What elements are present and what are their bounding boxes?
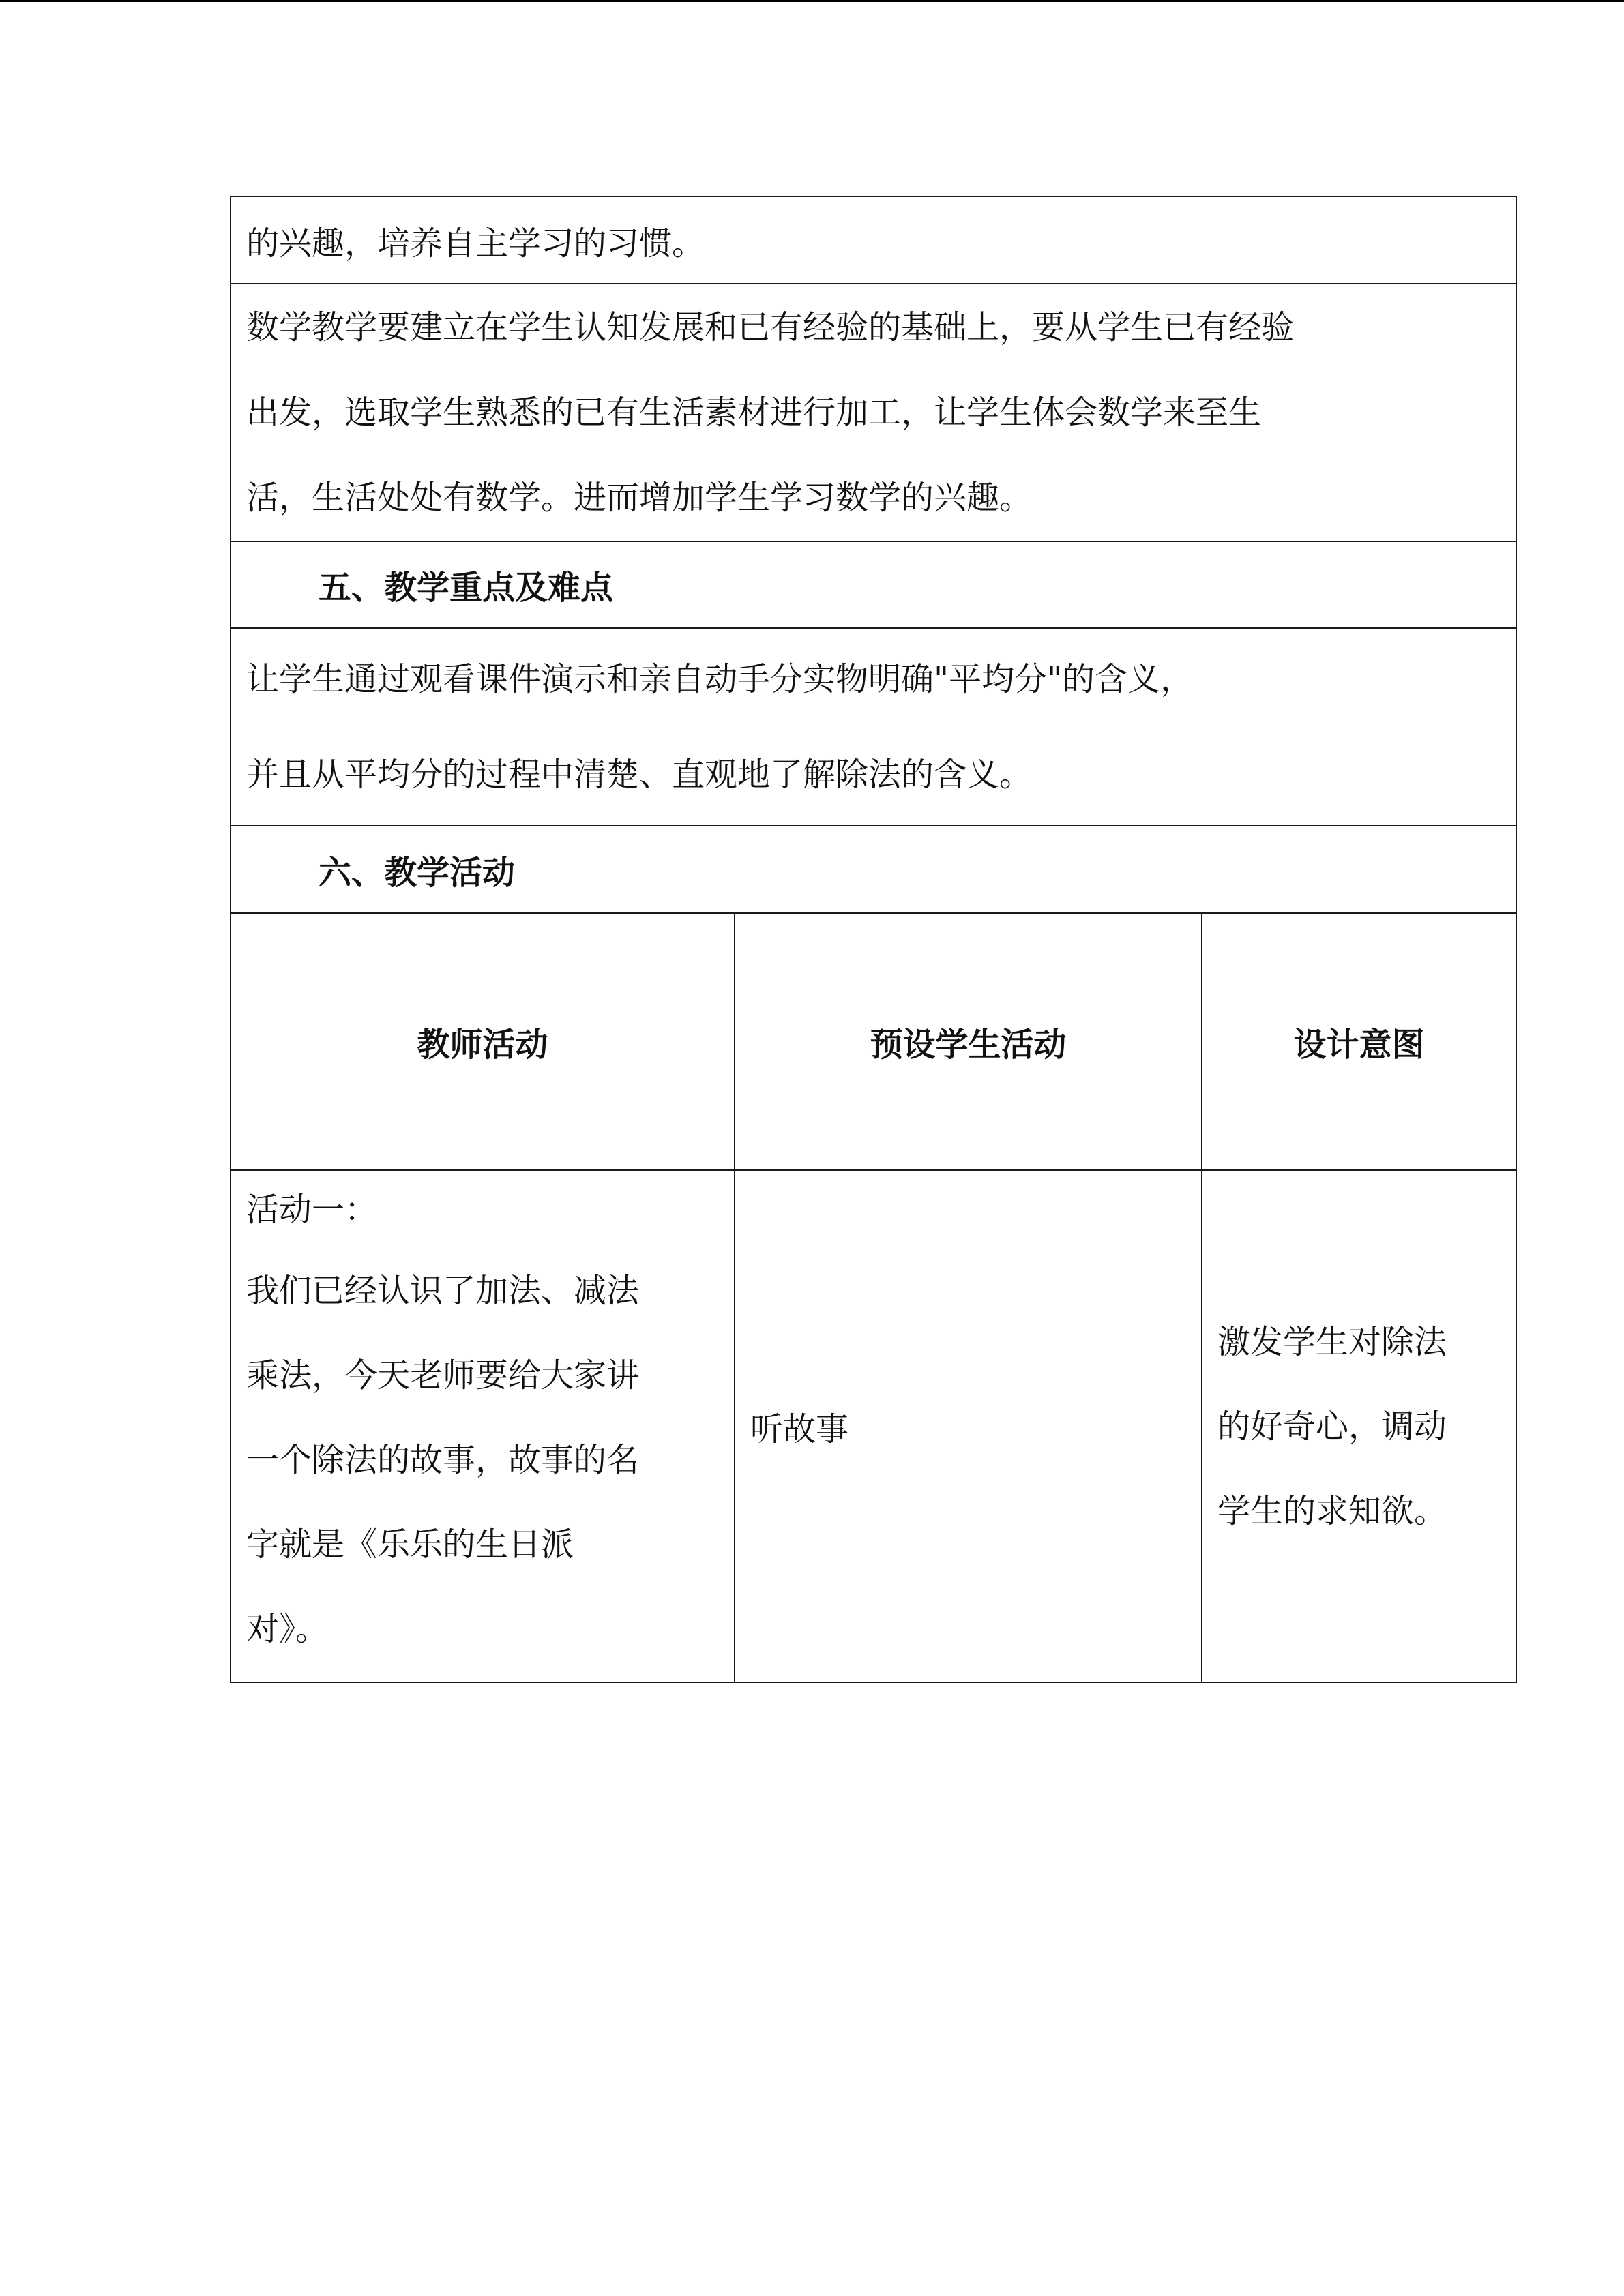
header-student-activity: 预设学生活动 <box>735 913 1202 1170</box>
section-six-heading: 六、教学活动 <box>231 826 1516 913</box>
student-activity-text: 听故事 <box>750 1410 849 1448</box>
activity-header-row <box>231 913 1516 1170</box>
teaching-philosophy-cell <box>231 284 1516 541</box>
student-activity-cell <box>735 1170 1202 1682</box>
table-row <box>231 541 1516 628</box>
key-points-text: 让学生通过观看课件演示和亲自动手分实物明确"平均分"的含义， 并且从平均分的过程中清楚、直观地了解除法的含义。 <box>246 660 1194 794</box>
table-row <box>231 628 1516 826</box>
header-design-intent: 设计意图 <box>1202 913 1516 1170</box>
key-points-cell <box>231 628 1516 826</box>
table-row <box>231 284 1516 541</box>
section-five-heading: 五、教学重点及难点 <box>231 541 1516 628</box>
lesson-plan-table <box>230 196 1517 1683</box>
design-intent-cell <box>1202 1170 1516 1682</box>
teacher-activity-cell <box>231 1170 735 1682</box>
continuation-text: 的兴趣，培养自主学习的习惯。 <box>246 224 705 263</box>
teaching-philosophy-text: 数学教学要建立在学生认知发展和已有经验的基础上，要从学生已有经验 出发，选取学生熟悉的已有生活素材进行加工，让学生体会数学来至生 活，生活处处有数学。进而增加学生学习数学的兴趣。 <box>246 308 1295 517</box>
table-row <box>231 196 1516 284</box>
design-intent-text: 激发学生对除法 的好奇心，调动 学生的求知欲。 <box>1217 1322 1447 1530</box>
continuation-text-cell <box>231 196 1516 284</box>
teacher-activity-text: 我们已经认识了加法、减法 乘法，今天老师要给大家讲 一个除法的故事，故事的名 字就是《乐乐的生日派 对》。 <box>246 1272 640 1648</box>
page-top-rule <box>0 0 1624 2</box>
activity-title: 活动一： <box>246 1191 378 1229</box>
table-row <box>231 826 1516 913</box>
activity-row <box>231 1170 1516 1682</box>
header-teacher-activity: 教师活动 <box>231 913 735 1170</box>
